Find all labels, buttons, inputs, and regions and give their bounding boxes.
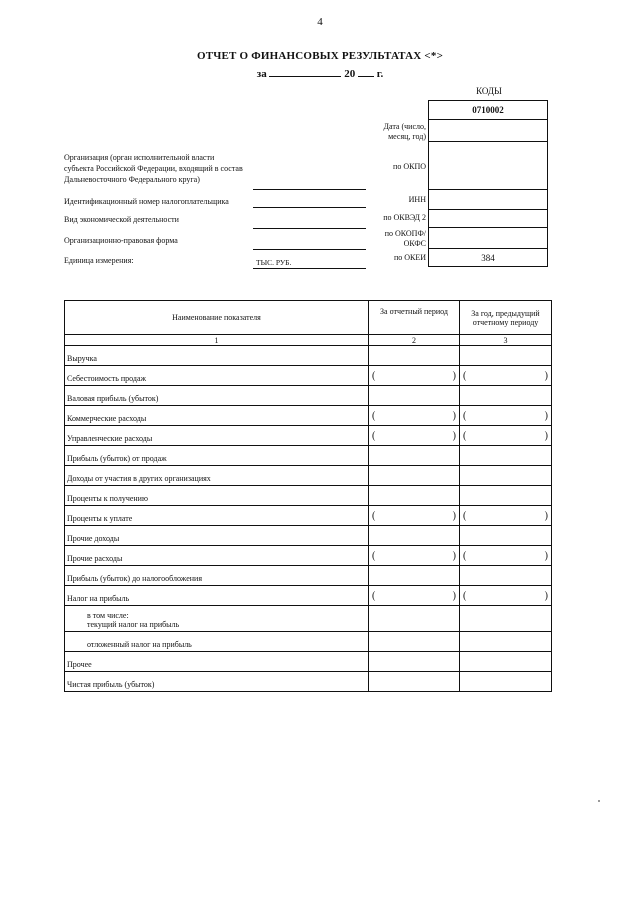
row-label-text: Прибыль (убыток) от продаж (67, 454, 167, 463)
table-column-numbers-row (65, 335, 552, 346)
close-paren: ) (452, 370, 456, 381)
col-number-3: 3 (460, 335, 552, 346)
unit-label: Единица измерения: (64, 256, 134, 265)
row-label-text: Прочие расходы (67, 554, 123, 563)
row-label (65, 406, 369, 426)
previous-period-cell[interactable] (460, 406, 552, 426)
close-paren: ) (544, 370, 548, 381)
current-period-cell[interactable] (369, 526, 460, 546)
period-year-blank[interactable] (358, 66, 374, 77)
col-header-name: Наименование показателя (65, 301, 369, 335)
row-label-text: Проценты к уплате (67, 514, 133, 523)
current-period-cell[interactable] (369, 606, 460, 632)
report-period (0, 66, 640, 80)
col-header-previous: За год, предыдущий отчетному периоду (460, 301, 552, 335)
previous-period-cell[interactable] (460, 586, 552, 606)
current-period-cell[interactable] (369, 466, 460, 486)
period-prefix: за (256, 68, 267, 80)
close-paren: ) (452, 410, 456, 421)
row-label-text: Валовая прибыль (убыток) (67, 394, 159, 403)
row-label-text: Доходы от участия в других организациях (67, 474, 211, 483)
bracketed-value (369, 587, 459, 605)
table-row (65, 466, 552, 486)
row-label-text: Коммерческие расходы (67, 414, 147, 423)
open-paren: ( (463, 590, 467, 601)
bracketed-value (460, 547, 551, 565)
row-label (65, 526, 369, 546)
okpo-label: по ОКПО (393, 162, 426, 171)
open-paren: ( (463, 430, 467, 441)
table-row (65, 366, 552, 386)
table-row (65, 386, 552, 406)
current-period-cell[interactable] (369, 346, 460, 366)
okei-label: по ОКЕИ (393, 253, 426, 262)
row-label-text: Прибыль (убыток) до налогообложения (67, 574, 203, 583)
period-month-blank[interactable] (269, 66, 341, 77)
inn-label: ИНН (408, 195, 426, 204)
activity-input-line[interactable] (253, 228, 366, 229)
tax-id-input-line[interactable] (253, 207, 366, 208)
close-paren: ) (544, 510, 548, 521)
previous-period-cell[interactable] (460, 566, 552, 586)
close-paren: ) (544, 430, 548, 441)
bracketed-value (460, 367, 551, 385)
previous-period-cell[interactable] (460, 546, 552, 566)
financial-results-table (64, 300, 552, 692)
current-period-cell[interactable] (369, 546, 460, 566)
table-row (65, 566, 552, 586)
table-row (65, 346, 552, 366)
row-label (65, 546, 369, 566)
bracketed-value (369, 547, 459, 565)
open-paren: ( (372, 370, 376, 381)
previous-period-cell[interactable] (460, 632, 552, 652)
open-paren: ( (463, 410, 467, 421)
current-period-cell[interactable] (369, 366, 460, 386)
row-label-text: Управленческие расходы (67, 434, 153, 443)
table-row (65, 426, 552, 446)
bracketed-value (369, 507, 459, 525)
current-period-cell[interactable] (369, 406, 460, 426)
bracketed-value (369, 367, 459, 385)
close-paren: ) (452, 510, 456, 521)
previous-period-cell[interactable] (460, 426, 552, 446)
report-title: ОТЧЕТ О ФИНАНСОВЫХ РЕЗУЛЬТАТАХ <*> (196, 50, 444, 62)
table-row (65, 486, 552, 506)
close-paren: ) (452, 430, 456, 441)
table-row (65, 506, 552, 526)
previous-period-cell[interactable] (460, 672, 552, 692)
bracketed-value (369, 427, 459, 445)
row-label (65, 346, 369, 366)
current-period-cell[interactable] (369, 506, 460, 526)
scan-speck (598, 800, 600, 802)
row-label (65, 386, 369, 406)
row-label-text: Прочее (67, 660, 92, 669)
current-period-cell[interactable] (369, 446, 460, 466)
okved-code-field[interactable] (429, 210, 547, 228)
bracketed-value (460, 427, 551, 445)
col-number-2: 2 (369, 335, 460, 346)
row-label (65, 506, 369, 526)
page-number: 4 (317, 16, 323, 28)
open-paren: ( (372, 410, 376, 421)
date-label: Дата (число, месяц, год) (383, 122, 426, 141)
table-row (65, 652, 552, 672)
row-label-text: Проценты к получению (67, 494, 148, 503)
row-label (65, 426, 369, 446)
bracketed-value (460, 407, 551, 425)
row-label (65, 652, 369, 672)
unit-input-line (253, 268, 366, 269)
current-period-cell[interactable] (369, 632, 460, 652)
close-paren: ) (544, 550, 548, 561)
table-header-row (65, 301, 552, 335)
previous-period-cell[interactable] (460, 606, 552, 632)
row-label (65, 446, 369, 466)
current-period-cell[interactable] (369, 386, 460, 406)
row-label-text: в том числе: (87, 611, 129, 620)
okved-label: по ОКВЭД 2 (383, 213, 426, 222)
okpo-code-field[interactable] (429, 142, 547, 190)
legal-form-input-line[interactable] (253, 249, 366, 250)
previous-period-cell[interactable] (460, 466, 552, 486)
form-code: 0710002 (429, 101, 547, 120)
current-period-cell[interactable] (369, 486, 460, 506)
row-label-text: Себестоимость продаж (67, 374, 147, 383)
previous-period-cell[interactable] (460, 446, 552, 466)
table-row (65, 606, 552, 632)
table-row (65, 446, 552, 466)
open-paren: ( (463, 370, 467, 381)
table-row (65, 672, 552, 692)
tax-id-label: Идентификационный номер налогоплательщика (64, 197, 229, 206)
close-paren: ) (452, 550, 456, 561)
open-paren: ( (372, 510, 376, 521)
bracketed-value (460, 507, 551, 525)
row-label (65, 466, 369, 486)
row-label-text: отложенный налог на прибыль (87, 640, 192, 649)
table-row (65, 546, 552, 566)
row-label (65, 586, 369, 606)
codes-box (428, 100, 548, 267)
current-period-cell[interactable] (369, 652, 460, 672)
legal-form-label: Организационно-правовая форма (64, 236, 178, 245)
row-label-text: Прочие доходы (67, 534, 120, 543)
open-paren: ( (372, 550, 376, 561)
previous-period-cell[interactable] (460, 366, 552, 386)
row-label (65, 566, 369, 586)
previous-period-cell[interactable] (460, 526, 552, 546)
previous-period-cell[interactable] (460, 386, 552, 406)
okopf-code-field[interactable] (429, 228, 547, 249)
codes-heading: КОДЫ (476, 86, 502, 96)
open-paren: ( (463, 550, 467, 561)
open-paren: ( (463, 510, 467, 521)
col-header-current: За отчетный период (369, 301, 460, 335)
period-year: 20 (344, 68, 356, 80)
close-paren: ) (544, 590, 548, 601)
bracketed-value (460, 587, 551, 605)
period-suffix: г. (376, 68, 384, 80)
previous-period-cell[interactable] (460, 652, 552, 672)
unit-value: ТЫС. РУБ. (256, 258, 292, 267)
okei-code: 384 (481, 253, 495, 263)
current-period-cell[interactable] (369, 566, 460, 586)
inn-code-field[interactable] (429, 190, 547, 210)
row-label-text: Выручка (67, 354, 97, 363)
organization-input-line[interactable] (253, 189, 366, 190)
row-label (65, 606, 369, 632)
row-label-text-2: текущий налог на прибыль (87, 620, 180, 629)
okopf-label: по ОКОПФ/ ОКФС (384, 229, 426, 248)
row-label (65, 672, 369, 692)
activity-label: Вид экономической деятельности (64, 215, 179, 224)
col-number-1: 1 (65, 335, 369, 346)
row-label (65, 486, 369, 506)
bracketed-value (369, 407, 459, 425)
current-period-cell[interactable] (369, 672, 460, 692)
open-paren: ( (372, 430, 376, 441)
table-row (65, 526, 552, 546)
row-label-text: Чистая прибыль (убыток) (67, 680, 155, 689)
current-period-cell[interactable] (369, 426, 460, 446)
previous-period-cell[interactable] (460, 506, 552, 526)
row-label (65, 632, 369, 652)
row-label-text: Налог на прибыль (67, 594, 130, 603)
close-paren: ) (544, 410, 548, 421)
close-paren: ) (452, 590, 456, 601)
table-row (65, 586, 552, 606)
previous-period-cell[interactable] (460, 346, 552, 366)
table-row (65, 632, 552, 652)
row-label (65, 366, 369, 386)
date-code-field[interactable] (429, 120, 547, 142)
table-row (65, 406, 552, 426)
previous-period-cell[interactable] (460, 486, 552, 506)
organization-label: Организация (орган исполнительной власти субъекта Российской Федерации, входящий в состав Дальневосточного Федерального круга) (64, 153, 243, 184)
current-period-cell[interactable] (369, 586, 460, 606)
open-paren: ( (372, 590, 376, 601)
